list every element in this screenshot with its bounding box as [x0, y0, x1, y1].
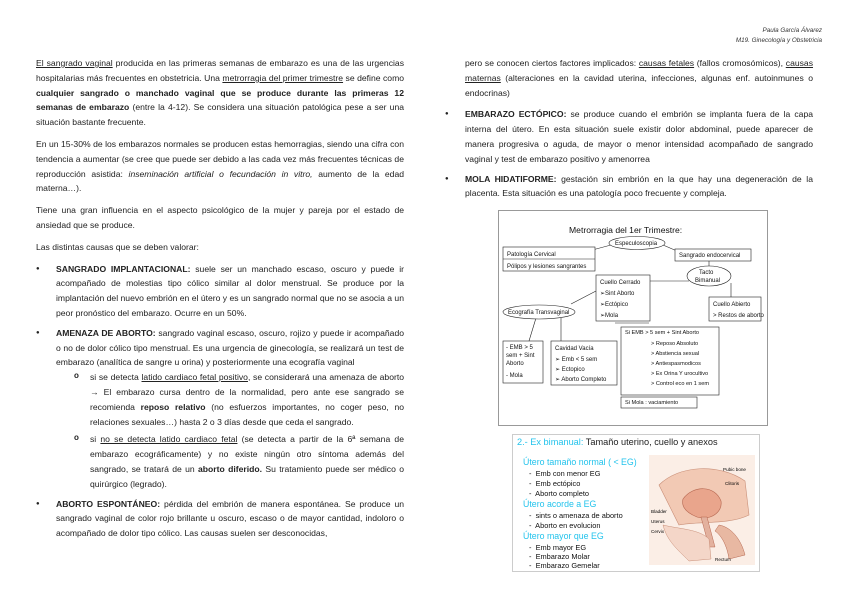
- continuation-paragraph: pero se conocen ciertos factores implicados: causas fetales (fallos cromosómicos), causas maternas (alteraciones en la cavidad uterina, infecciones, algunas enf. autoinmunes o endocrinas): [465, 58, 813, 98]
- list-item: ● SANGRADO IMPLANTACIONAL: suele ser un manchado escaso, oscuro y puede ir acompañado de molestias tipo cólico similar al dolor menstrual. Se produce por la implantación del nuevo embrión en el útero y es un sangrado normal que no se asocia a un peor pronóstico del embarazo. Ocurre en un 50%.: [36, 262, 404, 321]
- causes-list-continued: [445, 107, 813, 201]
- emb-left-line: Aborto: [506, 361, 524, 367]
- emb-left-line: sem + Sint: [506, 353, 535, 359]
- flowchart-svg: [499, 211, 767, 425]
- causes-intro: Las distintas causas que se deben valorar:: [36, 241, 199, 252]
- left-column: [36, 56, 404, 546]
- emb-left-line: - EMB > 5: [506, 345, 533, 351]
- incidence-paragraph: En un 15-30% de los embarazos normales se producen estas hemorragias, siendo una cifra con tendencia a aumentar (se cree que puede ser debido a las cada vez más frecuentes técnicas de reproducción asistida: inseminación artificial o fecundación in vitro, aumento de la edad materna…).: [36, 138, 405, 194]
- empty-cavity-label: Cavidad Vacía: [555, 346, 594, 352]
- closed-cervix-item: ➢Mola: [600, 313, 619, 319]
- list-item: ● AMENAZA DE ABORTO: sangrado vaginal escaso, oscuro, rojizo y puede ir acompañado o no de dolor cólico tipo menstrual. Es una urgencia de ginecología, se realizará un test de embarazo (analítica de sangre u orina) y posteriormente una ecografía vaginal o si se detecta latido cardiaco fetal positivo, se considerará una amenaza de aborto → El embarazo cursa dentro de la normalidad, pero ante ese sangrado se recomienda reposo relativo (no esfuerzos importantes, no coger peso, no relaciones sexuales…) hasta 2 o 3 días desde que ceda el sangrado. o si no se detecta latido cardiaco fetal (se detecta a partir de la 6ª semana de embarazo ecográficamente) y no existe ningún otro síntoma además del sangrado, se tratará de un aborto diferido. Su tratamiento puede ser médico o quirúrgico (legrado).: [36, 326, 404, 492]
- closed-cervix-item: ➢Ectópico: [600, 302, 629, 308]
- anatomy-label: Clitoris: [725, 481, 740, 486]
- list-item: ● MOLA HIDATIFORME: gestación sin embrión en la que hay una degeneración de la placenta. Esta situación es una patología poco frecuente y compleja.: [445, 172, 813, 202]
- list-item: - sints o amenaza de aborto: [529, 511, 623, 520]
- anatomy-label: Pubic bone: [723, 467, 746, 472]
- emb-left-line: - Mola: [506, 373, 523, 379]
- author-name: Paula García Álvarez: [762, 27, 822, 34]
- treatment-item: > Reposo Absoluto: [651, 341, 699, 347]
- page-header: [736, 26, 822, 46]
- group-heading: Útero tamaño normal ( < EG): [523, 457, 637, 467]
- tacto-label: Tacto: [699, 270, 714, 276]
- empty-cavity-item: ➢ Ectopico: [555, 367, 585, 373]
- closed-cervix-item: ➢Sint Aborto: [600, 291, 635, 297]
- mole-label: Si Mola : vaciamiento: [625, 400, 679, 406]
- list-item: ● ABORTO ESPONTÁNEO: pérdida del embrión de manera espontánea. Se produce un sangrado vaginal de color rojo brillante u oscuro, escaso o de mayor cantidad, indoloro o acompañado de dolor tipo cólico. Las causas suelen ser desconocidas,: [36, 497, 404, 541]
- course-name: M19. Ginecología y Obstetricia: [735, 37, 822, 44]
- treatment-item: > Ex Orina Y urocultivo: [651, 371, 709, 377]
- bimanual-exam-figure: [512, 434, 760, 572]
- sub-list: [56, 370, 404, 491]
- ultrasound-label: Ecografía Transvaginal: [508, 310, 570, 316]
- list-item: - Aborto completo: [529, 489, 589, 498]
- treatment-header: Si EMB > 5 sem + Sint Aborto: [625, 330, 699, 336]
- group-heading: Útero acorde a EG: [523, 499, 597, 509]
- anatomy-label: Bladder: [651, 509, 667, 514]
- flowchart-title: Metrorragia del 1er Trimestre:: [569, 225, 683, 235]
- list-item: o si no se detecta latido cardiaco fetal (se detecta a partir de la 6ª semana de embarazo ecográficamente) y no existe ningún otro síntoma además del sangrado, se tratará de un aborto diferido. Su tratamiento puede ser médico o quirúrgico (legrado).: [74, 432, 404, 491]
- intro-paragraph: El sangrado vaginal producida en las primeras semanas de embarazo es una de las urgencias hospitalarias más frecuentes en obstetricia. Una metrorragia del primer trimestre se define como cualquier sangrado o manchado vaginal que se produce durante las primeras 12 semanas de embarazo (entre la 4-12). Se considera una situación patológica pese a ser una situación bastante frecuente.: [36, 58, 405, 128]
- closed-cervix-label: Cuello Cerrado: [600, 280, 641, 286]
- treatment-item: > Antiespasmodicos: [651, 361, 701, 367]
- empty-cavity-item: ➢ Emb < 5 sem: [555, 357, 598, 363]
- list-item: - Emb ectópico: [529, 479, 581, 488]
- open-cervix-label: Cuello Abierto: [713, 302, 751, 308]
- bimanual-label: Bimanual: [695, 278, 721, 284]
- psychology-paragraph: Tiene una gran influencia en el aspecto psicológico de la mujer y pareja por el estado de ansiedad que se produce.: [36, 205, 404, 230]
- group-heading: Útero mayor que EG: [523, 531, 604, 541]
- endocervical-label: Sangrado endocervical: [679, 253, 741, 259]
- open-cervix-item: > Restos de aborto: [713, 313, 764, 319]
- list-item: - Emb mayor EG: [529, 543, 587, 552]
- list-item: ● EMBARAZO ECTÓPICO: se produce cuando el embrión se implanta fuera de la capa interna del útero. En esta situación suele existir dolor abdominal, puede aparecer de manera progresiva o aguda, de mayor o menor intensidad acompañado de sangrado vaginal y test de embarazo positivo y amenorrea: [445, 107, 813, 166]
- causes-list: [36, 262, 404, 541]
- list-item: - Embarazo Gemelar: [529, 561, 600, 570]
- list-item: o si se detecta latido cardiaco fetal positivo, se considerará una amenaza de aborto → El embarazo cursa dentro de la normalidad, pero ante ese sangrado se recomienda reposo relativo (no esfuerzos importantes, no coger peso, no relaciones sexuales…) hasta 2 o 3 días desde que ceda el sangrado.: [74, 370, 404, 429]
- treatment-item: > Control eco en 1 sem: [651, 381, 709, 387]
- anatomy-label: Cervix: [651, 529, 665, 534]
- right-column: [445, 56, 813, 206]
- pelvic-anatomy-illustration: [649, 455, 755, 565]
- polyps-label: Pólipos y lesiones sangrantes: [507, 264, 587, 270]
- metrorrhagia-flowchart: [498, 210, 768, 426]
- anatomy-label: Uterus: [651, 519, 665, 524]
- especuloscopia-label: Especuloscopia: [615, 241, 658, 247]
- empty-cavity-item: ➢ Aborto Completo: [555, 377, 607, 383]
- treatment-item: > Abstiencia sexual: [651, 351, 700, 357]
- figure-title: 2.- Ex bimanual: Tamaño uterino, cuello y anexos: [517, 437, 718, 447]
- anatomy-label: Rectum: [715, 557, 731, 562]
- list-item: - Aborto en evolucion: [529, 521, 601, 530]
- cervical-pathology-label: Patología Cervical: [507, 252, 556, 258]
- list-item: - Embarazo Molar: [529, 552, 590, 561]
- list-item: - Emb con menor EG: [529, 469, 601, 478]
